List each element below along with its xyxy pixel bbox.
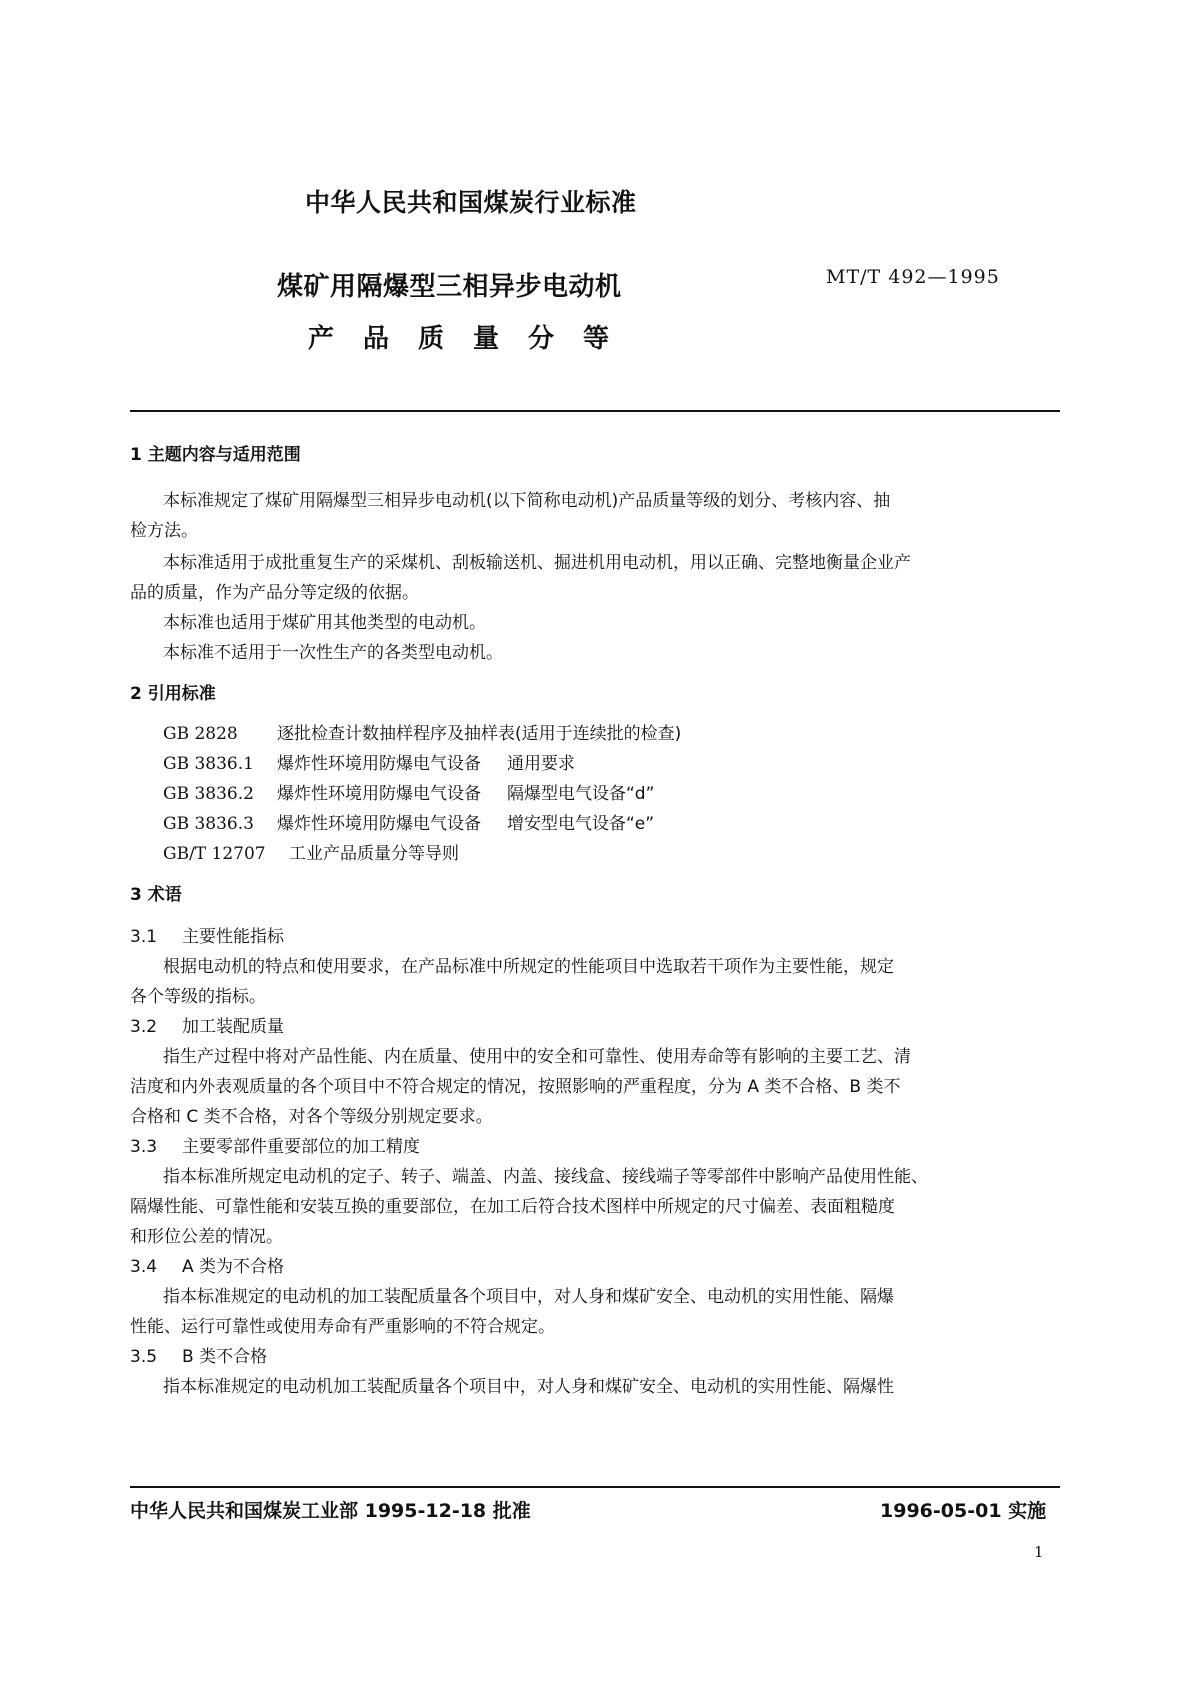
paragraph: 指本标准规定的电动机的加工装配质量各个项目中，对人身和煤矿安全、电动机的实用性能、隔爆 [163, 1287, 894, 1307]
reference-subtitle: 增安型电气设备“e” [507, 814, 655, 834]
paragraph: 指本标准所规定电动机的定子、转子、端盖、内盖、接线盒、接线端子等零部件中影响产品使用性能、 [163, 1167, 928, 1187]
approval-line: 中华人民共和国煤炭工业部 1995-12-18 批准 [130, 1500, 531, 1522]
reference-code: GB/T 12707 [163, 844, 266, 864]
paragraph: 根据电动机的特点和使用要求，在产品标准中所规定的性能项目中选取若干项作为主要性能，规定 [163, 957, 894, 977]
clause-3-5-heading [130, 1342, 267, 1367]
reference-subtitle: 通用要求 [507, 754, 575, 774]
paragraph: 洁度和内外表观质量的各个项目中不符合规定的情况，按照影响的严重程度，分为 A 类不合格、B 类不 [130, 1077, 901, 1097]
clause-title: 加工装配质量 [182, 1017, 284, 1037]
paragraph: 检方法。 [130, 521, 198, 541]
reference-item [163, 749, 575, 774]
paragraph: 隔爆性能、可靠性能和安装互换的重要部位，在加工后符合技术图样中所规定的尺寸偏差、表面粗糙度 [130, 1197, 895, 1217]
page-number: 1 [1034, 1543, 1044, 1561]
paragraph: 本标准适用于成批重复生产的采煤机、刮板输送机、掘进机用电动机，用以正确、完整地衡量企业产 [163, 553, 911, 573]
document-title-line2: 产品质量分等 [308, 324, 639, 354]
clause-3-1-heading [130, 922, 284, 947]
paragraph: 指本标准规定的电动机加工装配质量各个项目中，对人身和煤矿安全、电动机的实用性能、隔爆性 [163, 1377, 894, 1397]
paragraph: 和形位公差的情况。 [130, 1227, 283, 1247]
reference-item [163, 779, 654, 804]
reference-subtitle: 隔爆型电气设备“d” [507, 784, 655, 804]
reference-code: GB 3836.3 [163, 814, 254, 834]
header-divider [130, 410, 1060, 412]
section-1-heading: 1 主题内容与适用范围 [130, 445, 301, 465]
document-title-line1: 煤矿用隔爆型三相异步电动机 [277, 272, 622, 302]
paragraph: 性能、运行可靠性或使用寿命有严重影响的不符合规定。 [130, 1317, 555, 1337]
clause-title: 主要零部件重要部位的加工精度 [182, 1137, 420, 1157]
standard-number: MT/T 492—1995 [826, 266, 1000, 288]
effective-date: 1996-05-01 实施 [880, 1500, 1047, 1522]
reference-title: 工业产品质量分等导则 [289, 844, 459, 864]
reference-code: GB 2828 [163, 724, 238, 744]
reference-title: 爆炸性环境用防爆电气设备 [277, 754, 481, 774]
footer-divider [130, 1486, 1060, 1488]
clause-number: 3.1 [130, 927, 158, 947]
clause-number: 3.3 [130, 1137, 158, 1157]
reference-code: GB 3836.2 [163, 784, 254, 804]
paragraph: 品的质量，作为产品分等定级的依据。 [130, 583, 419, 603]
reference-title: 爆炸性环境用防爆电气设备 [277, 814, 481, 834]
issuing-agency: 中华人民共和国煤炭行业标准 [305, 188, 637, 217]
reference-title: 逐批检查计数抽样程序及抽样表(适用于连续批的检查) [277, 724, 682, 744]
clause-number: 3.5 [130, 1347, 158, 1367]
clause-number: 3.2 [130, 1017, 158, 1037]
clause-title: B 类不合格 [182, 1347, 268, 1367]
reference-item [163, 719, 681, 744]
clause-3-2-heading [130, 1012, 284, 1037]
clause-3-3-heading [130, 1132, 420, 1157]
reference-code: GB 3836.1 [163, 754, 254, 774]
paragraph: 本标准也适用于煤矿用其他类型的电动机。 [163, 613, 486, 633]
paragraph: 合格和 C 类不合格，对各个等级分别规定要求。 [130, 1107, 493, 1127]
clause-title: 主要性能指标 [182, 927, 284, 947]
reference-item [163, 839, 459, 864]
paragraph: 指生产过程中将对产品性能、内在质量、使用中的安全和可靠性、使用寿命等有影响的主要工艺、清 [163, 1047, 911, 1067]
reference-item [163, 809, 654, 834]
clause-3-4-heading [130, 1252, 284, 1277]
paragraph: 本标准不适用于一次性生产的各类型电动机。 [163, 643, 503, 663]
clause-number: 3.4 [130, 1257, 158, 1277]
paragraph: 本标准规定了煤矿用隔爆型三相异步电动机(以下简称电动机)产品质量等级的划分、考核内容、抽 [163, 491, 891, 511]
section-3-heading: 3 术语 [130, 885, 182, 905]
paragraph: 各个等级的指标。 [130, 987, 266, 1007]
reference-title: 爆炸性环境用防爆电气设备 [277, 784, 481, 804]
clause-title: A 类为不合格 [182, 1257, 285, 1277]
section-2-heading: 2 引用标准 [130, 684, 216, 704]
